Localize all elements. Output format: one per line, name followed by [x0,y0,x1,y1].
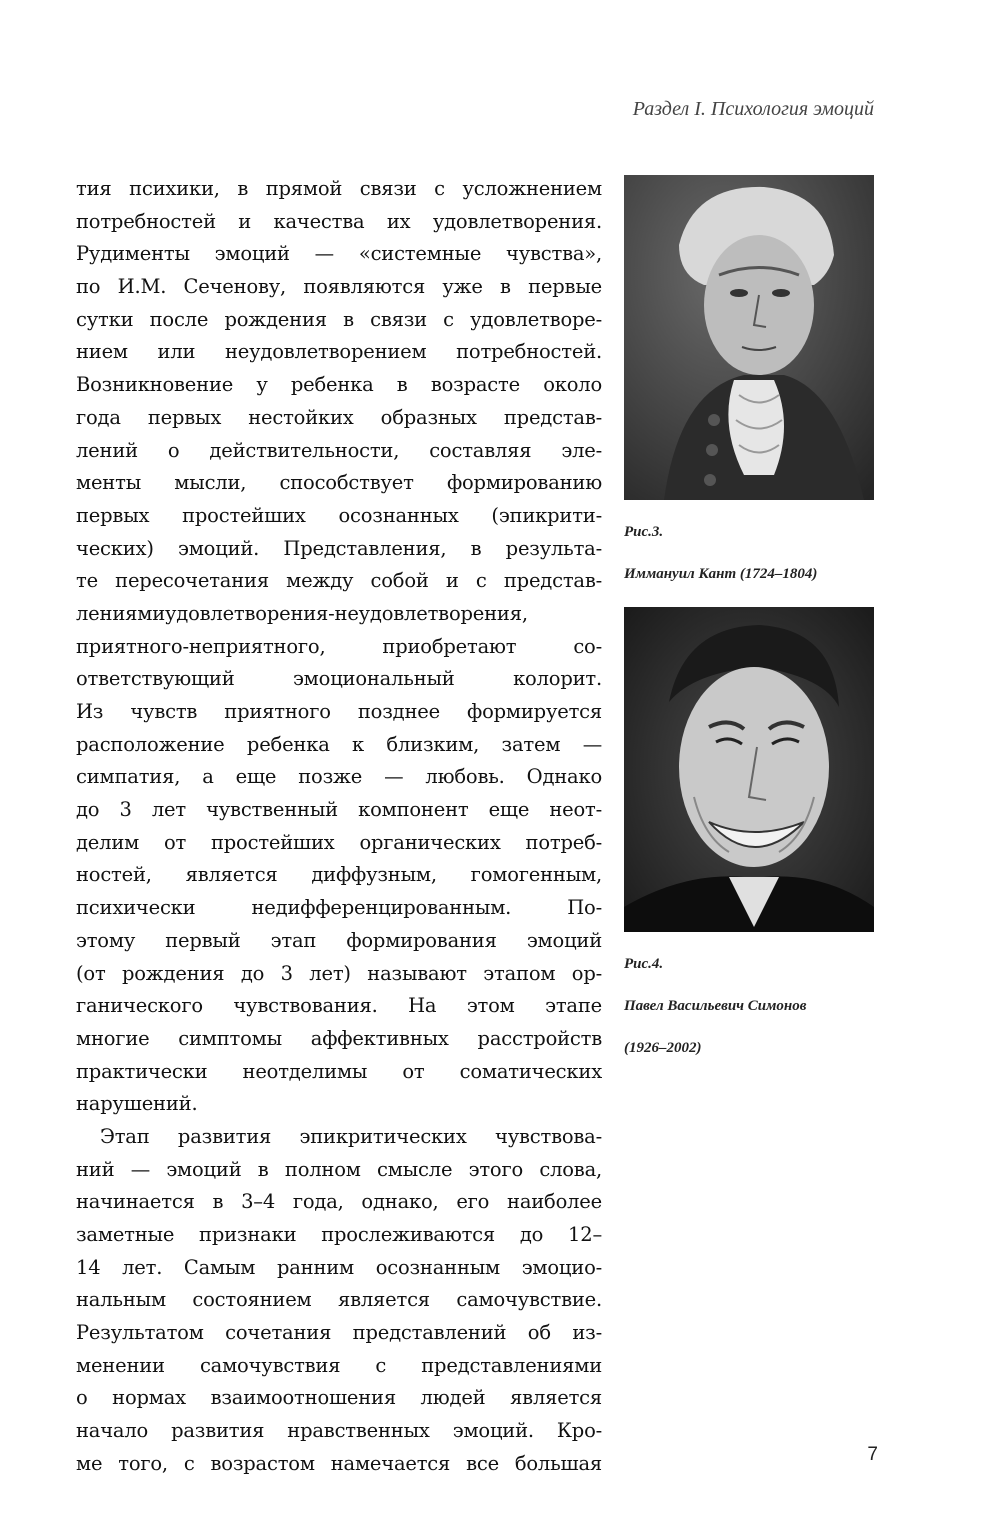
figure-4-caption: Павел Васильевич Симонов [624,998,807,1014]
text-line: о нормах взаимоотношения людей является [76,1386,602,1410]
figure-4-label: Рис.4. [624,956,664,972]
text-line: первых простейших осознанных (эпикрити- [76,503,602,527]
text-line: ний — эмоций в полном смысле этого слова, [76,1157,602,1181]
body-text [76,173,602,1481]
text-line: нием или неудовлетворением потребностей. [76,340,602,364]
text-line: менении самочувствия с представлениями [76,1353,602,1377]
text-line: начало развития нравственных эмоций. Кро- [76,1419,602,1443]
text-line: 14 лет. Самым ранним осознанным эмоцио- [76,1255,602,1279]
text-line: лений о действительности, составляя эле- [76,438,602,462]
text-line: потребностей и качества их удовлетворения. [76,209,602,233]
figure-3 [624,175,874,584]
text-line: нальным состоянием является самочувствие. [76,1288,602,1312]
text-line: заметные признаки прослеживаются до 12– [76,1223,602,1246]
figure-4-caption-years: (1926–2002) [624,1040,702,1056]
text-line: психически недифференцированным. По- [76,896,602,920]
text-line: ответствующий эмоциональный колорит. [76,667,602,691]
portrait-simonov-photo [624,607,874,932]
text-line: ностей, является диффузным, гомогенным, [76,863,602,887]
text-line: симпатия, а еще позже — любовь. Однако [76,765,602,789]
text-line: ме того, с возрастом намечается все большая [76,1451,602,1475]
portrait-simonov-image [624,607,874,932]
text-line: те пересочетания между собой и с представ- [76,569,602,593]
text-line: начинается в 3–4 года, однако, его наиболее [76,1190,602,1214]
page-number: 7 [867,1444,878,1465]
text-line: лениямиудовлетворения-неудовлетворения, [76,601,528,625]
text-line: (от рождения до 3 лет) называют этапом ор- [76,961,602,985]
text-line: приятного-неприятного, приобретают со- [76,634,602,658]
text-line: до 3 лет чувственный компонент еще неот- [76,798,602,822]
figure-4 [624,607,874,1058]
text-line: Этап развития эпикритических чувствова- [100,1124,602,1148]
text-line: Возникновение у ребенка в возрасте около [76,373,602,397]
text-line: ганического чувствования. На этом этапе [76,994,602,1018]
text-line: Из чувств приятного позднее формируется [76,700,602,723]
running-head: Раздел I. Психология эмоций [632,98,874,120]
text-line: расположение ребенка к близким, затем — [76,732,602,756]
text-line: этому первый этап формирования эмоций [76,928,602,952]
text-line: года первых нестойких образных представ- [76,405,602,429]
text-line: Рудименты эмоций — «системные чувства», [76,242,602,266]
text-line: ческих) эмоций. Представления, в результа- [76,536,602,560]
text-line: практически неотделимы от соматических [76,1059,602,1083]
figure-3-caption: Иммануил Кант (1724–1804) [624,566,818,582]
text-line: Результатом сочетания представлений об из- [76,1321,602,1345]
text-line: сутки после рождения в связи с удовлетворе- [76,307,602,331]
text-line: многие симптомы аффективных расстройств [76,1026,602,1050]
figure-3-label: Рис.3. [624,524,664,540]
text-line: нарушений. [76,1092,198,1116]
text-line: делим от простейших органических потреб- [76,830,602,854]
text-line: менты мысли, способствует формированию [76,471,602,495]
portrait-kant-photo [624,175,874,500]
text-line: тия психики, в прямой связи с усложнением [76,177,602,200]
text-line: по И.М. Сеченову, появляются уже в первые [76,275,602,299]
portrait-kant-image [624,175,874,500]
